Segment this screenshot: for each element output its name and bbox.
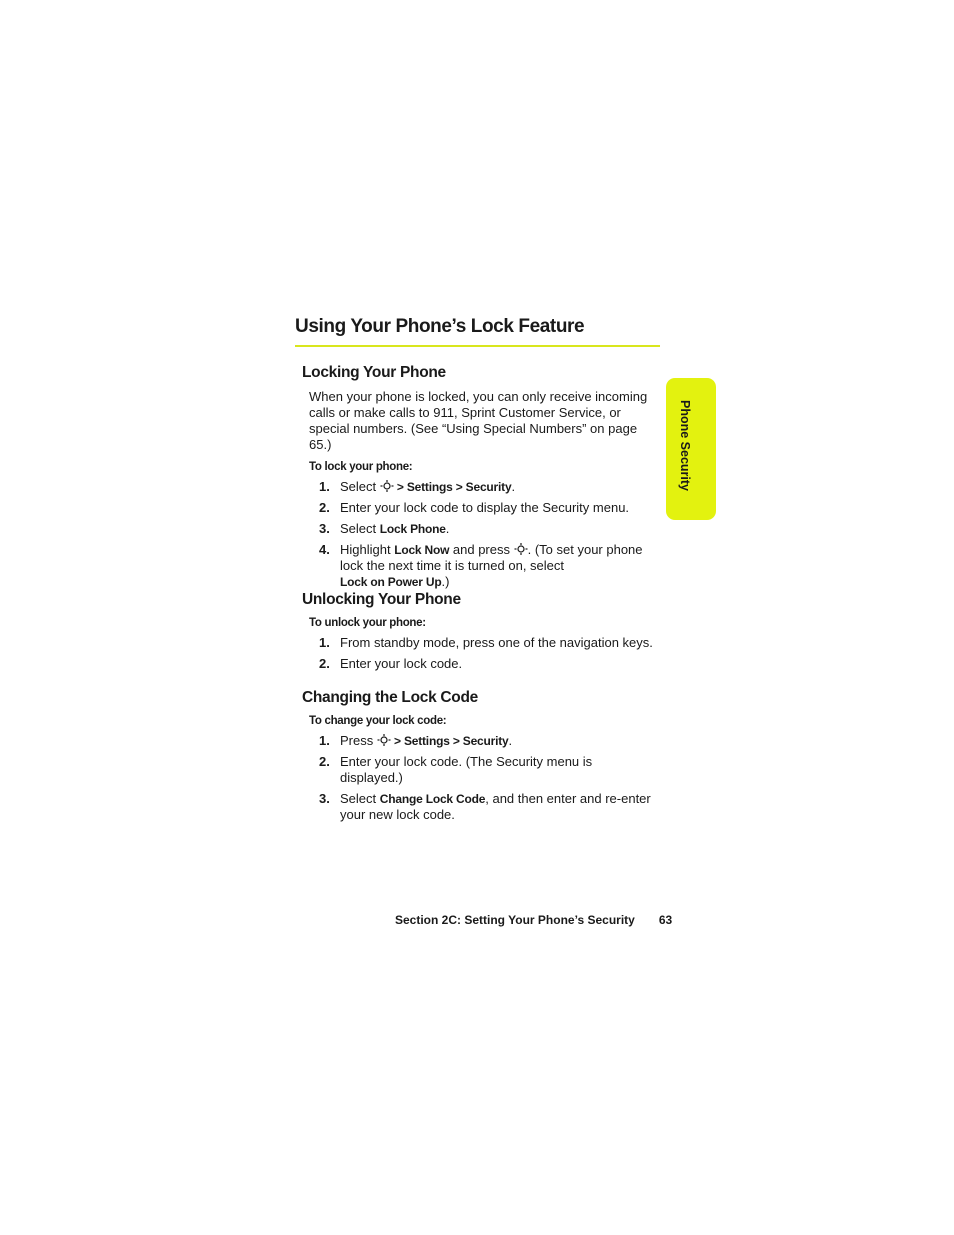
section-heading-locking: Locking Your Phone [302, 364, 446, 381]
menu-lock-now: Lock Now [394, 543, 450, 557]
step-number: 3. [319, 791, 330, 806]
step-text: Select [340, 479, 377, 494]
step-text: Select [340, 791, 380, 806]
step-text: , and then enter and re-enter your new lock code. [340, 791, 651, 822]
step-text: . (To set your phone lock the next time it is turned on, select [340, 542, 643, 573]
side-tab-label: Phone Security [678, 400, 692, 491]
step-sep: > [390, 734, 404, 748]
step-sep: > [449, 734, 463, 748]
section-unlocking [302, 591, 662, 677]
page-footer [395, 913, 672, 927]
menu-lock-phone: Lock Phone [379, 522, 446, 536]
step-number: 2. [319, 500, 330, 515]
list-item [302, 500, 658, 516]
step-text: . [445, 521, 450, 536]
menu-lock-on-power-up: Lock on Power Up [340, 575, 442, 589]
step-text: Enter your lock code. (The Security menu is displayed.) [340, 754, 593, 785]
list-item [302, 754, 658, 786]
menu-settings: Settings [406, 480, 453, 494]
step-text: Select [340, 521, 380, 536]
side-tab [666, 378, 716, 520]
list-item [302, 542, 658, 590]
section-changing [302, 689, 662, 828]
change-steps [302, 733, 662, 823]
step-sep: > [452, 480, 466, 494]
section-locking [302, 364, 662, 595]
list-item [302, 791, 658, 823]
step-number: 1. [319, 479, 330, 494]
page-number: 63 [658, 913, 673, 927]
step-sep: > [393, 480, 407, 494]
step-text: Enter your lock code to display the Security menu. [340, 500, 630, 515]
list-item [302, 521, 658, 537]
nav-key-icon [377, 734, 391, 746]
step-text: Press [340, 733, 374, 748]
step-text: and press [449, 542, 510, 557]
menu-change-lock-code: Change Lock Code [379, 792, 486, 806]
section-heading-changing: Changing the Lock Code [302, 689, 478, 706]
procedure-label-lock: To lock your phone: [309, 461, 413, 473]
step-number: 4. [319, 542, 330, 557]
step-text: From standby mode, press one of the navigation keys. [340, 635, 653, 650]
procedure-label-change: To change your lock code: [309, 715, 447, 727]
nav-key-icon [514, 543, 528, 555]
menu-security: Security [465, 480, 512, 494]
step-number: 3. [319, 521, 330, 536]
lock-steps [302, 479, 662, 590]
menu-security: Security [462, 734, 509, 748]
list-item [302, 656, 658, 672]
step-number: 2. [319, 754, 330, 769]
footer-section: Section 2C: Setting Your Phone’s Security [395, 913, 635, 927]
step-number: 2. [319, 656, 330, 671]
page-title: Using Your Phone’s Lock Feature [295, 316, 660, 347]
list-item [302, 635, 658, 651]
nav-key-icon [380, 480, 394, 492]
section-heading-unlocking: Unlocking Your Phone [302, 591, 461, 608]
locking-intro: When your phone is locked, you can only receive incoming calls or make calls to 911, Sprint Customer Service, or special numbers. (See “Using Special Numbers” on page 65.) [309, 389, 648, 452]
step-text: Highlight [340, 542, 395, 557]
step-text: . [511, 479, 516, 494]
step-text: Enter your lock code. [340, 656, 463, 671]
list-item [302, 733, 658, 749]
step-number: 1. [319, 733, 330, 748]
procedure-label-unlock: To unlock your phone: [309, 617, 426, 629]
list-item [302, 479, 658, 495]
unlock-steps [302, 635, 662, 672]
step-number: 1. [319, 635, 330, 650]
step-text: . [508, 733, 513, 748]
menu-settings: Settings [403, 734, 450, 748]
step-text: .) [441, 574, 450, 589]
